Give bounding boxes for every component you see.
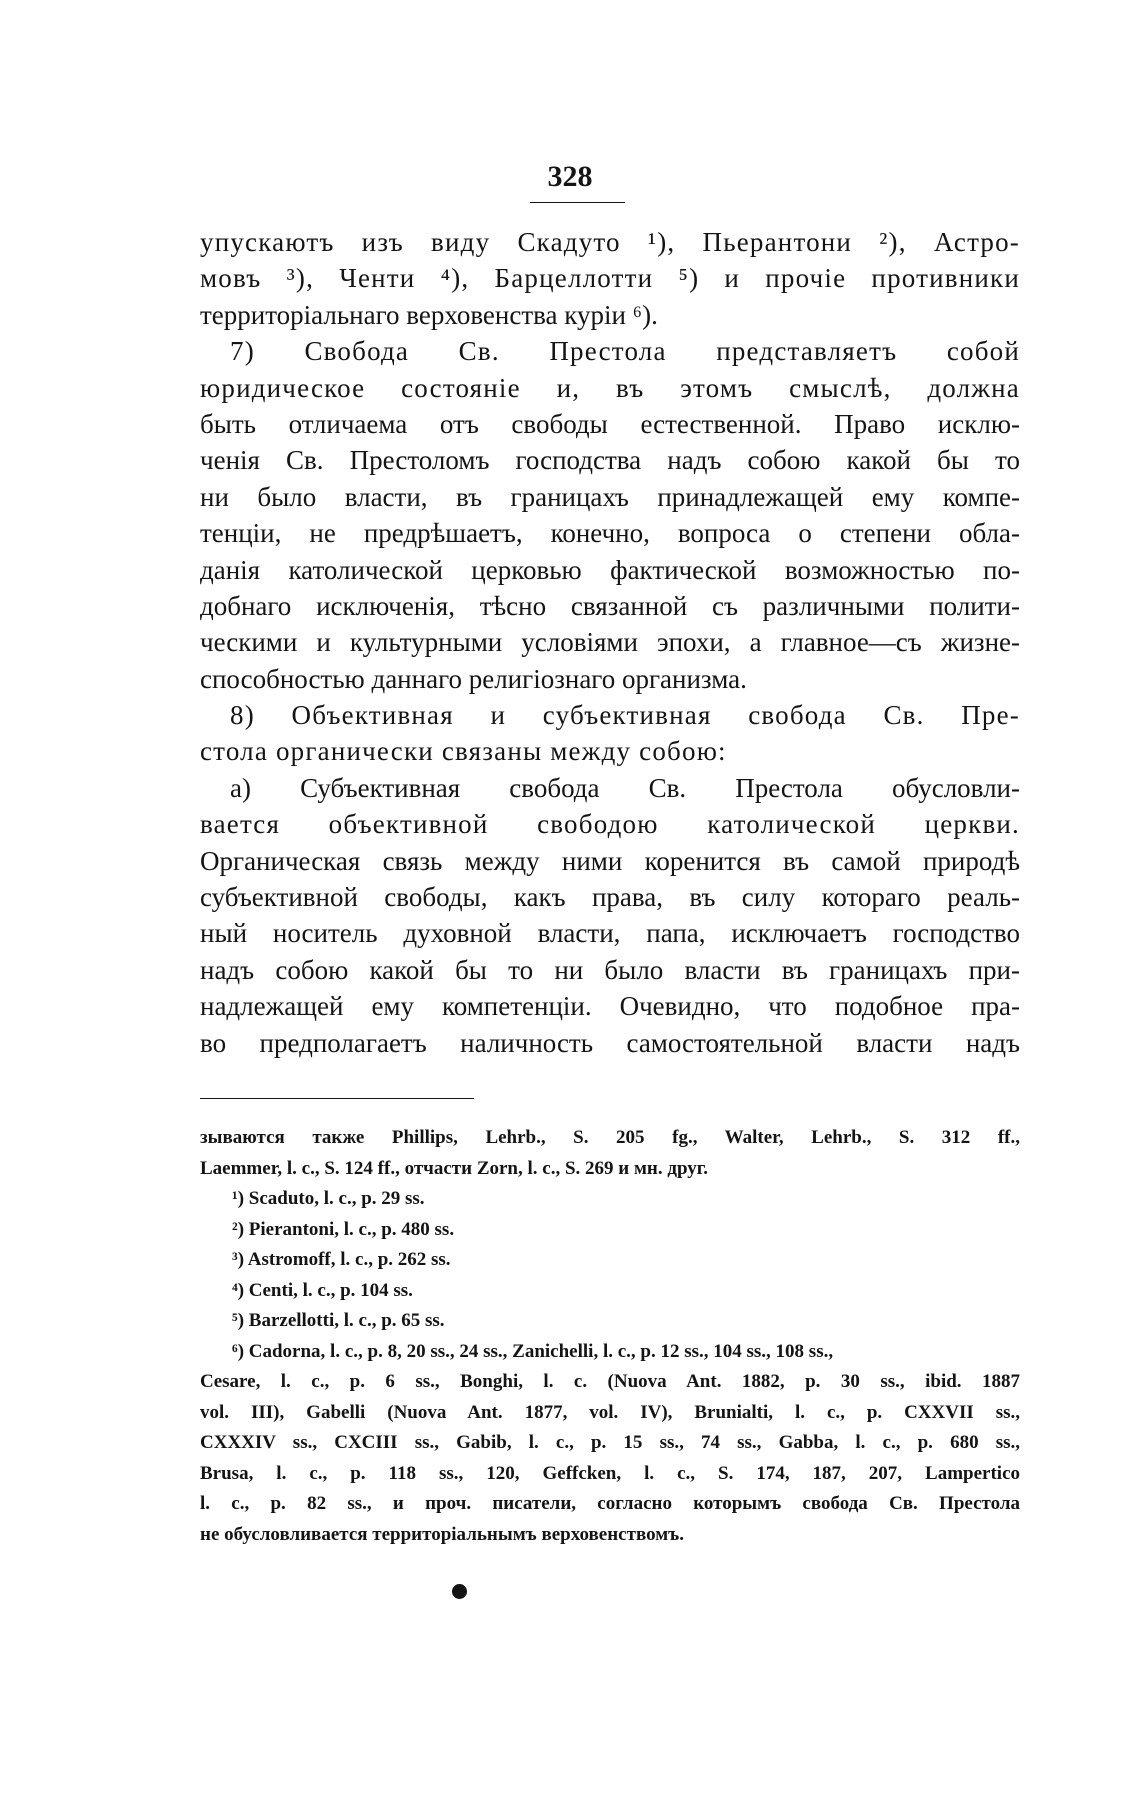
text-line: мовъ ³), Ченти ⁴), Барцеллотти ⁵) и прочіе противники — [200, 263, 1020, 294]
footnote-line: Brusa, l. c., p. 118 ss., 120, Geffcken, l. c., S. 174, 187, 207, Lampertico — [200, 1462, 1020, 1484]
text-line: территоріальнаго верховенства куріи ⁶). — [200, 299, 658, 330]
main-text — [200, 224, 1020, 1061]
text-line: 8) Объективная и субъективная свобода Св. Пре- — [230, 700, 1020, 731]
text-line: ческими и культурными условіями эпохи, а главное—съ жизне- — [200, 627, 1020, 658]
footnote-4: ⁴) Centi, l. c., p. 104 ss. — [232, 1279, 413, 1301]
text-line: быть отличаема отъ свободы естественной. Право исклю- — [200, 408, 1020, 439]
footnote-line: Cesare, l. c., p. 6 ss., Bonghi, l. c. (Nuova Ant. 1882, p. 30 ss., ibid. 1887 — [200, 1371, 1020, 1392]
footnote-1: ¹) Scaduto, l. c., p. 29 ss. — [232, 1188, 425, 1209]
text-line: надъ собою какой бы то ни было власти въ границахъ при- — [200, 954, 1020, 985]
page-number-rule — [530, 202, 625, 203]
text-line: способностью даннаго религіознаго организма. — [200, 663, 747, 694]
footnote-line: зываются также Phillips, Lehrb., S. 205 fg., Walter, Lehrb., S. 312 ff., — [200, 1127, 1020, 1148]
text-line: ный носитель духовной власти, папа, исключаетъ господство — [200, 918, 1020, 949]
footnote-2: ²) Pierantoni, l. c., p. 480 ss. — [232, 1218, 455, 1240]
text-line: а) Субъективная свобода Св. Престола обусловли- — [230, 772, 1020, 803]
text-line: тенціи, не предрѣшаетъ, конечно, вопроса о степени обла- — [200, 518, 1020, 549]
text-line: данія католической церковью фактической возможностью по- — [200, 554, 1020, 585]
text-line: субъективной свободы, какъ права, въ силу котораго реаль- — [200, 882, 1020, 913]
footnote-line: не обусловливается территоріальнымъ верховенствомъ. — [200, 1523, 684, 1545]
text-line: 7) Свобода Св. Престола представляетъ собой — [230, 336, 1020, 367]
footnote-line: CXXXIV ss., CXCIII ss., Gabib, l. c., p. 15 ss., 74 ss., Gabba, l. c., p. 680 ss., — [200, 1432, 1020, 1453]
text-line: юридическое состояніе и, въ этомъ смыслѣ, должна — [200, 372, 1020, 403]
text-line: вается объективной свободою католической церкви. — [200, 809, 1020, 840]
text-line: надлежащей ему компетенціи. Очевидно, что подобное пра- — [200, 991, 1020, 1022]
footnote-6: ⁶) Cadorna, l. c., p. 8, 20 ss., 24 ss., Zanichelli, l. c., p. 12 ss., 104 ss., 108 ss., — [232, 1340, 834, 1362]
page-number: 328 — [547, 160, 593, 193]
text-line: ни было власти, въ границахъ принадлежащей ему компе- — [200, 481, 1020, 512]
text-line: Органическая связь между ними коренится въ самой природѣ — [200, 845, 1020, 876]
text-line: ченія Св. Престоломъ господства надъ собою какой бы то — [200, 445, 1020, 476]
text-line: упускаютъ изъ виду Скадуто ¹), Пьерантони ²), Астро- — [200, 227, 1020, 257]
footnotes — [200, 1123, 1020, 1550]
bullet-mark — [452, 1584, 467, 1599]
text-line: во предполагаетъ наличность самостоятельной власти надъ — [200, 1027, 1020, 1058]
footnote-line: Laemmer, l. c., S. 124 ff., отчасти Zorn, l. c., S. 269 и мн. друг. — [200, 1157, 709, 1179]
text-line: стола органически связаны между собою: — [200, 736, 727, 767]
footnote-5: ⁵) Barzellotti, l. c., p. 65 ss. — [232, 1310, 445, 1331]
text-line: добнаго исключенія, тѣсно связанной съ различными полити- — [200, 590, 1020, 621]
footnote-line: l. c., p. 82 ss., и проч. писатели, согласно которымъ свобода Св. Престола — [200, 1493, 1020, 1514]
footnote-line: vol. III), Gabelli (Nuova Ant. 1877, vol. IV), Brunialti, l. c., p. CXXVII ss., — [200, 1401, 1020, 1423]
footnote-separator — [200, 1098, 474, 1099]
footnote-3: ³) Astromoff, l. c., p. 262 ss. — [232, 1249, 451, 1270]
